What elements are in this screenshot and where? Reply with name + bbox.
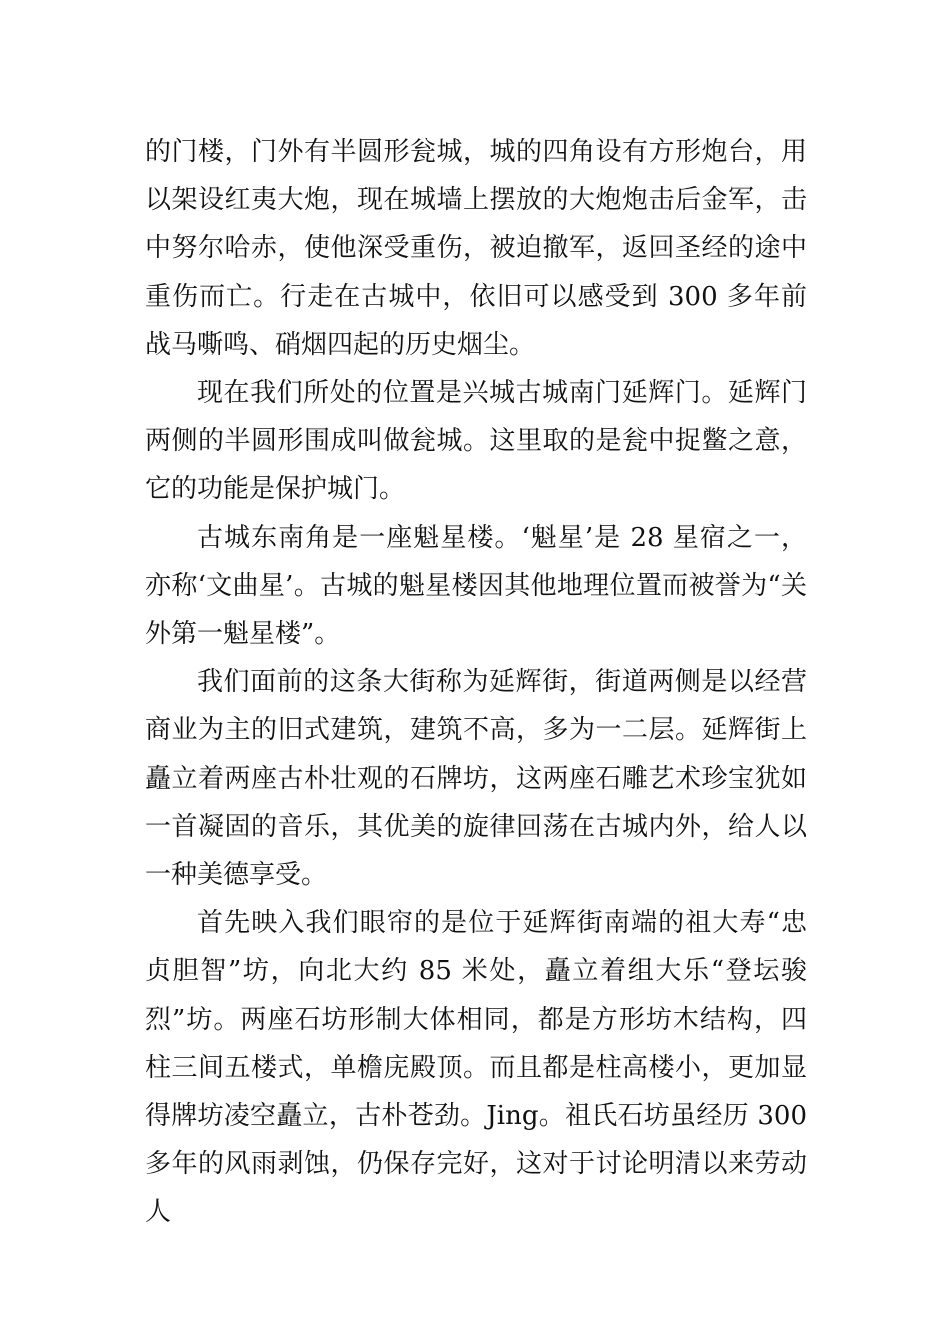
- body-text: [145, 128, 807, 1237]
- paragraph-kuixing-tower: 古城东南角是一座魁星楼。‘魁星’是 28 星宿之一，亦称‘文曲星’。古城的魁星楼因其他地理位置而被誉为“关外第一魁星楼”。: [145, 522, 807, 650]
- paragraph-yanhui-street: 我们面前的这条大街称为延辉街，街道两侧是以经营商业为主的旧式建筑，建筑不高，多为一二层。延辉街上矗立着两座古朴壮观的石牌坊，这两座石雕艺术珍宝犹如一首凝固的音乐，其优美的旋律回荡在古城内外，给人以一种美德享受。: [145, 667, 807, 891]
- paragraph-south-gate: 现在我们所处的位置是兴城古城南门延辉门。延辉门两侧的半圆形围成叫做瓮城。这里取的是瓮中捉鳖之意，它的功能是保护城门。: [145, 378, 807, 505]
- paragraph-continuation: 的门楼，门外有半圆形瓮城，城的四角设有方形炮台，用以架设红夷大炮，现在城墙上摆放的大炮炮击后金军，击中努尔哈赤，使他深受重伤，被迫撤军，返回圣经的途中重伤而亡。行走在古城中，依旧可以感受到 300 多年前战马嘶鸣、硝烟四起的历史烟尘。: [145, 137, 807, 360]
- paragraph-stone-archways: 首先映入我们眼帘的是位于延辉街南端的祖大寿“忠贞胆智”坊，向北大约 85 米处，矗立着组大乐“登坛骏烈”坊。两座石坊形制大体相同，都是方形坊木结构，四柱三间五楼式，单檐庑殿顶。而且都是柱高楼小，更加显得牌坊凌空矗立，古朴苍劲。Jing。祖氏石坊虽经历 300 多年的风雨剥蚀，仍保存完好，这对于讨论明清以来劳动人: [145, 908, 807, 1228]
